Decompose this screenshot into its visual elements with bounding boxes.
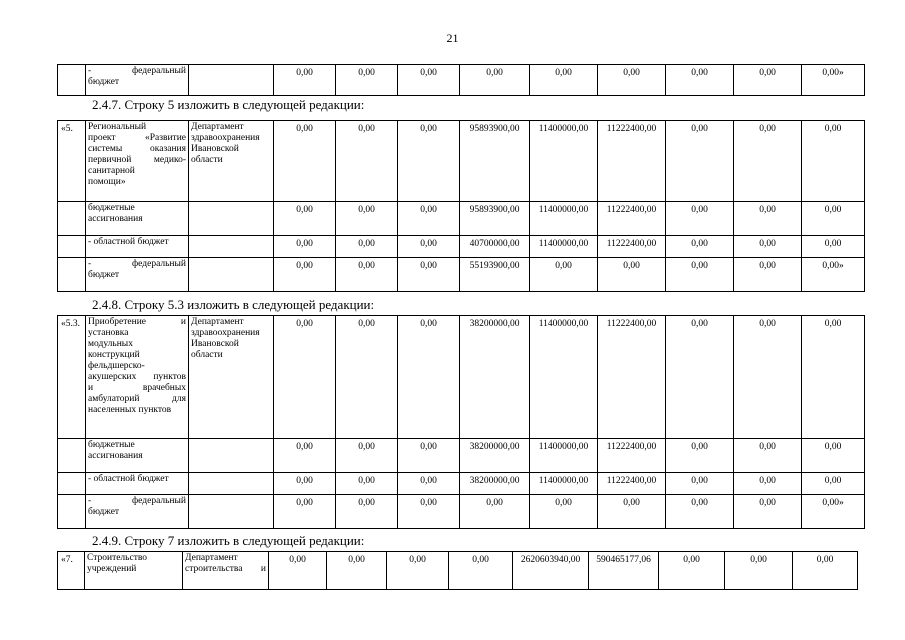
table-row (58, 202, 865, 236)
name-line: учреждений (87, 564, 137, 574)
value-cell: 0,00 (460, 495, 530, 529)
executor-line: строительства и (185, 564, 266, 574)
value-cell: 0,00 (734, 439, 802, 473)
row-executor (183, 552, 269, 590)
row-name (86, 495, 189, 529)
value-cell: 2620603940,00 (513, 552, 589, 590)
value-cell: 38200000,00 (460, 439, 530, 473)
value-cell: 0,00 (598, 495, 666, 529)
name-line: системы оказания (88, 144, 186, 154)
table-row (58, 316, 865, 439)
row-name: бюджетные ассигнования (86, 439, 189, 473)
name-line: населенных пунктов (88, 405, 172, 415)
name-line: и врачебных (88, 383, 186, 393)
row-name: бюджетные ассигнования (86, 202, 189, 236)
name-line: модульных (88, 339, 133, 349)
value-cell: 0,00 (666, 202, 734, 236)
row-index: «5. (58, 121, 86, 202)
value-cell: 0,00 (336, 316, 398, 439)
value-cell: 0,00 (725, 552, 793, 590)
value-cell: 95893900,00 (460, 121, 530, 202)
row-name (86, 65, 189, 96)
name-dash: - (88, 66, 92, 76)
name-dash: - (88, 496, 92, 506)
table-row (58, 439, 865, 473)
value-cell: 11222400,00 (598, 202, 666, 236)
value-cell: 0,00 (336, 65, 398, 96)
value-cell: 0,00 (398, 236, 460, 258)
name-word: федеральный (132, 496, 186, 506)
row-index (58, 65, 86, 96)
name-line: санитарной (88, 166, 135, 176)
value-cell: 0,00 (336, 202, 398, 236)
value-cell: 0,00 (734, 316, 802, 439)
value-cell: 0,00 (659, 552, 725, 590)
value-cell: 0,00 (530, 65, 598, 96)
value-cell: 0,00 (598, 258, 666, 292)
value-cell: 38200000,00 (460, 473, 530, 495)
value-cell: 0,00 (398, 316, 460, 439)
value-cell: 0,00 (530, 258, 598, 292)
name-line: конструкций (88, 350, 140, 360)
row-name: - областной бюджет (86, 473, 189, 495)
value-cell: 0,00 (327, 552, 387, 590)
value-cell: 0,00 (336, 473, 398, 495)
value-cell: 0,00 (666, 65, 734, 96)
table-row (58, 236, 865, 258)
value-cell: 0,00 (734, 65, 802, 96)
value-cell: 11400000,00 (530, 439, 598, 473)
value-cell: 0,00 (274, 439, 336, 473)
table-row (58, 258, 865, 292)
name-tail: бюджет (88, 270, 120, 280)
row-name (86, 316, 189, 439)
value-cell: 0,00 (398, 439, 460, 473)
value-cell: 11400000,00 (530, 121, 598, 202)
value-cell: 0,00 (398, 121, 460, 202)
section-caption: 2.4.8. Строку 5.3 изложить в следующей редакции: (92, 297, 375, 312)
value-cell: 0,00 (398, 495, 460, 529)
section-caption: 2.4.7. Строку 5 изложить в следующей редакции: (92, 97, 365, 112)
name-dash: - (88, 259, 92, 269)
value-cell: 0,00 (802, 202, 865, 236)
value-cell: 0,00 (274, 236, 336, 258)
value-cell: 590465177,06 (589, 552, 659, 590)
value-cell: 0,00 (398, 65, 460, 96)
executor-line: Департамент (185, 553, 238, 563)
row-executor (189, 121, 274, 202)
table-continuation (57, 64, 865, 96)
name-tail: бюджет (88, 507, 120, 517)
executor-line: Департамент (191, 122, 244, 132)
value-cell: 0,00 (460, 65, 530, 96)
value-cell: 0,00 (802, 121, 865, 202)
value-cell: 0,00 (802, 236, 865, 258)
value-cell: 0,00 (336, 121, 398, 202)
value-cell: 0,00 (734, 495, 802, 529)
table-row (58, 552, 858, 590)
value-cell: 0,00 (734, 258, 802, 292)
value-cell: 38200000,00 (460, 316, 530, 439)
value-cell: 11400000,00 (530, 316, 598, 439)
row-name (86, 121, 189, 202)
name-line: Строительство (87, 553, 148, 563)
table-row (58, 495, 865, 529)
value-cell: 0,00 (387, 552, 449, 590)
value-cell: 0,00 (274, 202, 336, 236)
name-line: акушерских пунктов (88, 372, 186, 382)
name-line: помощи» (88, 177, 126, 187)
name-tail: бюджет (88, 77, 120, 87)
executor-line: области (191, 155, 223, 165)
name-line: установка (88, 328, 129, 338)
value-cell: 0,00 (274, 65, 336, 96)
value-cell: 55193900,00 (460, 258, 530, 292)
value-cell: 0,00 (269, 552, 327, 590)
name-line: фельдшерско- (88, 361, 145, 371)
executor-line: здравоохранения (191, 133, 260, 143)
value-cell: 0,00 (598, 65, 666, 96)
value-cell: 0,00 (449, 552, 513, 590)
value-cell: 0,00 (336, 258, 398, 292)
value-cell: 0,00» (802, 495, 865, 529)
table-row-7 (57, 551, 858, 590)
value-cell: 0,00 (734, 121, 802, 202)
value-cell: 0,00 (666, 495, 734, 529)
name-line: амбулаторий для (88, 394, 186, 404)
value-cell: 0,00 (530, 495, 598, 529)
table-row (58, 473, 865, 495)
value-cell: 0,00» (802, 258, 865, 292)
value-cell: 0,00 (802, 316, 865, 439)
value-cell: 11222400,00 (598, 236, 666, 258)
row-index: «7. (58, 552, 85, 590)
name-line: проект «Развитие (88, 133, 186, 143)
value-cell: 0,00 (666, 121, 734, 202)
row-index: «5.3. (58, 316, 86, 439)
value-cell: 0,00 (274, 316, 336, 439)
value-cell: 0,00 (336, 495, 398, 529)
value-cell: 11400000,00 (530, 236, 598, 258)
row-executor (189, 316, 274, 439)
executor-line: Ивановской (191, 339, 239, 349)
value-cell: 11222400,00 (598, 121, 666, 202)
value-cell: 0,00 (398, 202, 460, 236)
value-cell: 0,00 (802, 439, 865, 473)
row-name: - областной бюджет (86, 236, 189, 258)
value-cell: 11400000,00 (530, 473, 598, 495)
value-cell: 0,00 (274, 495, 336, 529)
executor-line: области (191, 350, 223, 360)
table-row (58, 121, 865, 202)
table-row-5 (57, 120, 865, 292)
row-name (86, 258, 189, 292)
value-cell: 0,00 (734, 202, 802, 236)
value-cell: 0,00 (793, 552, 858, 590)
value-cell: 0,00 (398, 473, 460, 495)
value-cell: 11222400,00 (598, 439, 666, 473)
value-cell: 0,00 (802, 473, 865, 495)
value-cell: 0,00 (734, 236, 802, 258)
value-cell: 0,00 (734, 473, 802, 495)
row-executor (189, 65, 274, 96)
value-cell: 0,00 (666, 439, 734, 473)
value-cell: 11222400,00 (598, 473, 666, 495)
value-cell: 0,00 (274, 121, 336, 202)
value-cell: 40700000,00 (460, 236, 530, 258)
value-cell: 0,00 (666, 316, 734, 439)
executor-line: здравоохранения (191, 328, 260, 338)
value-cell: 0,00 (274, 258, 336, 292)
value-cell: 11222400,00 (598, 316, 666, 439)
name-line: Приобретение и (88, 317, 186, 327)
value-cell: 95893900,00 (460, 202, 530, 236)
value-cell: 0,00 (666, 236, 734, 258)
value-cell: 0,00 (666, 258, 734, 292)
value-cell: 0,00» (802, 65, 865, 96)
name-line: первичной медико- (88, 155, 186, 165)
executor-line: Департамент (191, 317, 244, 327)
row-name (85, 552, 183, 590)
name-word: федеральный (132, 259, 186, 269)
page-number: 21 (446, 31, 459, 45)
table-row-5-3 (57, 315, 865, 529)
value-cell: 0,00 (274, 473, 336, 495)
table-row (58, 65, 865, 96)
value-cell: 11400000,00 (530, 202, 598, 236)
value-cell: 0,00 (336, 439, 398, 473)
value-cell: 0,00 (336, 236, 398, 258)
executor-line: Ивановской (191, 144, 239, 154)
name-line: Региональный (88, 122, 147, 132)
value-cell: 0,00 (398, 258, 460, 292)
name-word: федеральный (132, 66, 186, 76)
section-caption: 2.4.9. Строку 7 изложить в следующей редакции: (92, 533, 365, 548)
value-cell: 0,00 (666, 473, 734, 495)
